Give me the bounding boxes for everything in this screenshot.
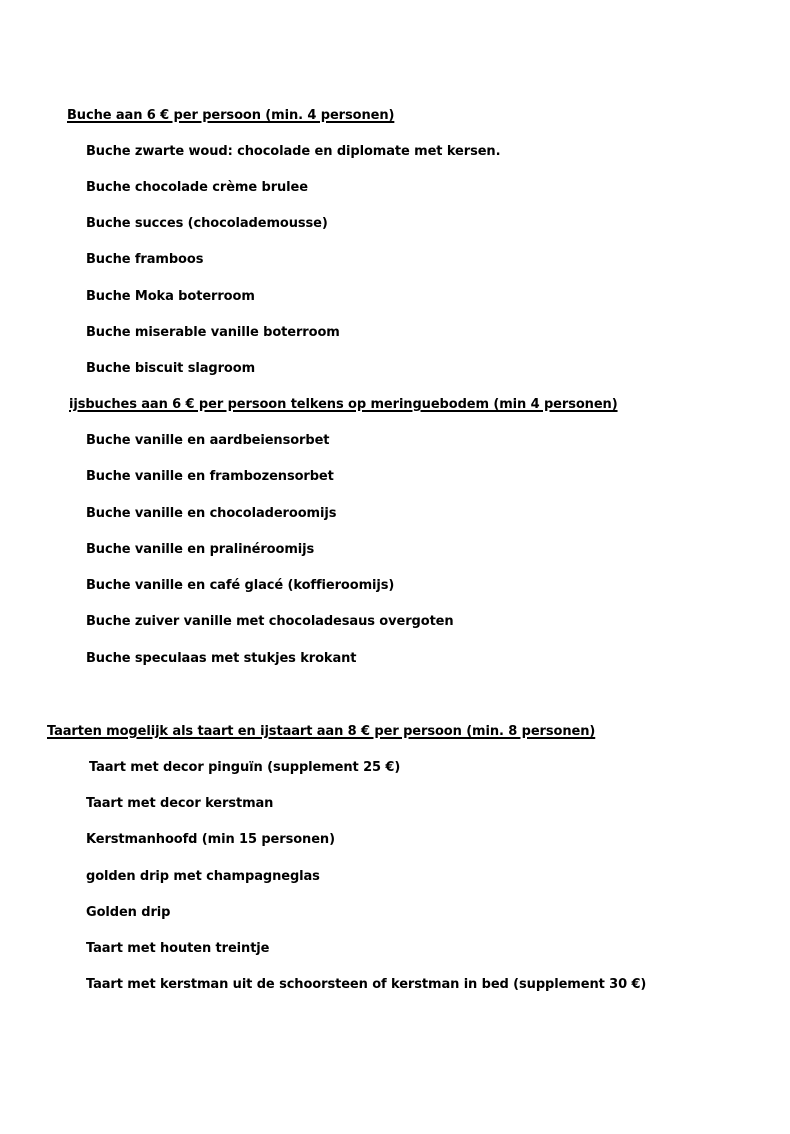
list-item: Buche miserable vanille boterroom <box>86 325 340 340</box>
list-item: Buche speculaas met stukjes krokant <box>86 651 357 666</box>
list-item: Buche vanille en café glacé (koffieroomijs) <box>86 578 395 593</box>
list-item: Kerstmanhoofd (min 15 personen) <box>86 832 335 847</box>
list-item: Buche vanille en pralinéroomijs <box>86 542 315 557</box>
list-item: Taart met houten treintje <box>86 941 270 956</box>
list-item: Buche succes (chocolademousse) <box>86 216 328 231</box>
list-item: Golden drip <box>86 905 171 920</box>
list-item: Taart met kerstman uit de schoorsteen of kerstman in bed (supplement 30 €) <box>86 977 647 992</box>
list-item: Buche vanille en chocoladeroomijs <box>86 506 337 521</box>
section-heading: Taarten mogelijk als taart en ijstaart aan 8 € per persoon (min. 8 personen) <box>47 724 596 739</box>
list-item: Buche vanille en frambozensorbet <box>86 469 334 484</box>
list-item: Taart met decor pinguïn (supplement 25 €) <box>89 760 401 775</box>
list-item: golden drip met champagneglas <box>86 869 320 884</box>
list-item: Buche vanille en aardbeiensorbet <box>86 433 330 448</box>
section-heading: Buche aan 6 € per persoon (min. 4 personen) <box>67 108 395 123</box>
list-item: Buche framboos <box>86 252 204 267</box>
list-item: Buche Moka boterroom <box>86 289 255 304</box>
list-item: Buche chocolade crème brulee <box>86 180 308 195</box>
list-item: Buche zwarte woud: chocolade en diplomate met kersen. <box>86 144 501 159</box>
list-item: Buche biscuit slagroom <box>86 361 256 376</box>
list-item: Buche zuiver vanille met chocoladesaus overgoten <box>86 614 454 629</box>
list-item: Taart met decor kerstman <box>86 796 274 811</box>
section-heading: ijsbuches aan 6 € per persoon telkens op meringuebodem (min 4 personen) <box>69 397 618 412</box>
